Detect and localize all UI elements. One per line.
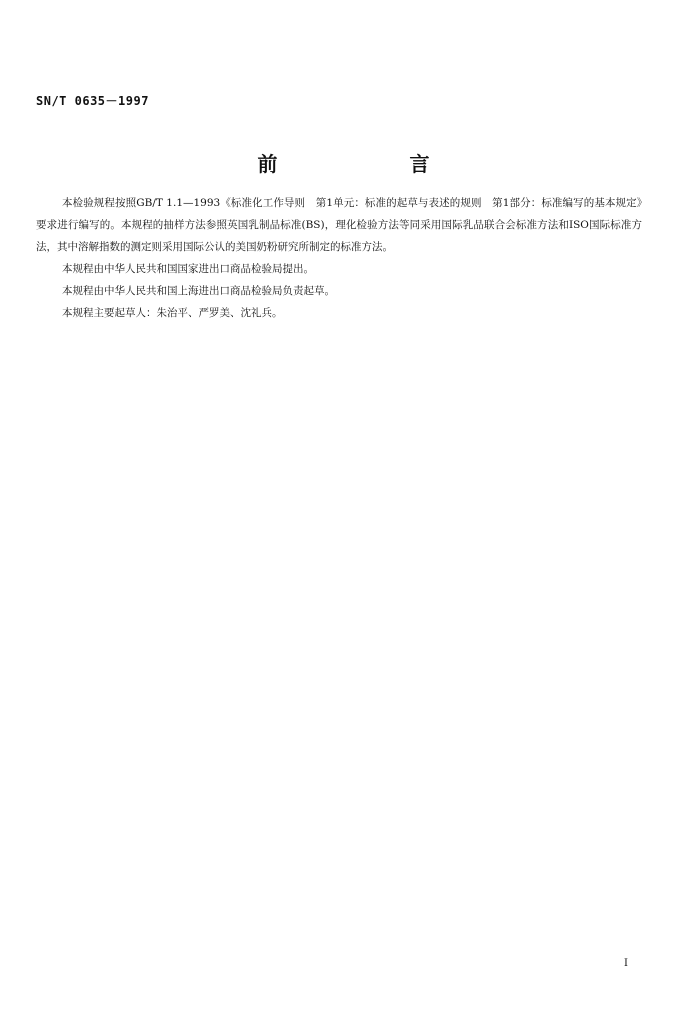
foreword-paragraph-1: 本检验规程按照GB/T 1.1—1993《标准化工作导则 第1单元：标准的起草与表述的规则 第1部分：标准编写的基本规定》要求进行编写的。本规程的抽样方法参照英国乳制品标准(BS)，理化检验方法等同采用国际乳品联合会标准方法和ISO国际标准方法，其中溶解指数的测定则采用国际公认的美国奶粉研究所制定的标准方法。 [36,197,642,253]
page-title: 前 言 [257,152,486,176]
foreword-paragraph-3: 本规程由中华人民共和国上海进出口商品检验局负责起草。 [62,285,335,297]
standard-code: SN/T 0635－1997 [36,94,149,108]
foreword-paragraph-4: 本规程主要起草人：朱治平、严罗美、沈礼兵。 [62,307,283,319]
foreword-body [36,192,642,324]
foreword-paragraph-2: 本规程由中华人民共和国国家进出口商品检验局提出。 [62,263,314,275]
page-number: I [624,958,628,969]
